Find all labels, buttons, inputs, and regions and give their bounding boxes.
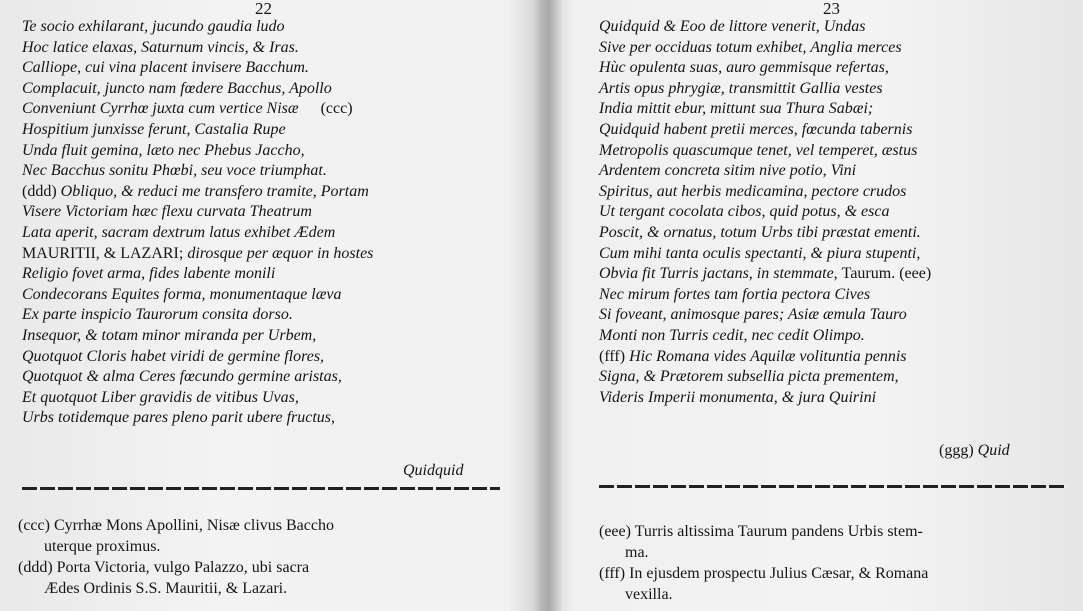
verse-line: Condecorans Equites forma, monumentaque læva [22, 285, 342, 303]
page-number-right: 23 [823, 0, 840, 18]
verse-line: Insequor, & totam minor miranda per Urbem, [22, 326, 317, 344]
footnote-marker-fff: (fff) [599, 347, 626, 365]
book-gutter [533, 0, 563, 611]
verse-line: Quotquot & alma Ceres fœcundo germine aristas, [22, 368, 342, 386]
verse-line: Signa, & Prætorem subsellia picta prementem, [599, 368, 899, 386]
verse-line: Videris Imperii monumenta, & jura Quirini [599, 388, 877, 406]
verse-line: Poscit, & ornatus, totum Urbs tibi præstat ementi. [599, 223, 921, 241]
verse-line: Spiritus, aut herbis medicamina, pectore crudos [599, 182, 907, 200]
verse-line: Quotquot Cloris habet viridi de germine flores, [22, 347, 325, 365]
footnote-line: Ædes Ordinis S.S. Mauritii, & Lazari. [44, 580, 288, 597]
verse-line: Ex parte inspicio Taurorum consita dorso. [22, 306, 293, 324]
verse-line-with-marker [22, 99, 512, 120]
footnotes-left [18, 515, 523, 599]
verse-line: Visere Victoriam hæc flexu curvata Theatrum [22, 203, 312, 221]
verse-line: Ut tergant cocolata cibos, quid potus, & esca [599, 203, 890, 221]
catchword-right [939, 442, 1010, 460]
footnote-line: (ccc) Cyrrhæ Mons Apollini, Nisæ clivus Baccho [18, 517, 334, 534]
verse-line: Lata aperit, sacram dextrum latus exhibet Ædem [22, 223, 336, 241]
verse-line-caps [22, 244, 512, 265]
verse-line-with-marker [599, 347, 1069, 368]
catchword-text: Quid [977, 442, 1010, 459]
footnote-marker-ggg: (ggg) [939, 442, 974, 459]
verse-line: Nec Bacchus sonitu Phœbi, seu voce triumphat. [22, 162, 327, 180]
verse-line: Unda fluit gemina, læto nec Phebus Jaccho, [22, 141, 305, 159]
footnote-marker-eee: (eee) [899, 265, 932, 283]
verse-text: Conveniunt Cyrrhœ juxta cum vertice Nisæ [22, 100, 299, 118]
page-number-left: 22 [255, 0, 272, 18]
footnote-rule-right [599, 485, 1067, 488]
verse-line: Ardentem concreta sitim nive potio, Vini [599, 162, 857, 180]
footnote-line: ma. [625, 544, 649, 561]
verse-text: Obliquo, & reduci me transfero tramite, Portam [56, 182, 369, 200]
taurum-word: Taurum. [841, 265, 896, 283]
verse-line: Monti non Turris cedit, nec cedit Olimpo. [599, 326, 865, 344]
left-page [0, 0, 533, 611]
footnotes-right [599, 521, 1079, 605]
verse-line: Complacuit, juncto nam fœdere Bacchus, Apollo [22, 79, 332, 97]
verse-line: Te socio exhilarant, jucundo gaudia ludo [22, 18, 285, 35]
footnote-line: (fff) In ejusdem prospectu Julius Cæsar, & Romana [599, 565, 929, 582]
verse-text: Obvia fit Turris jactans, in stemmate, [599, 265, 838, 283]
verse-line: India mittit ebur, mittunt sua Thura Sabæi; [599, 100, 874, 118]
catchword-left: Quidquid [403, 462, 464, 479]
footnote-line: (eee) Turris altissima Taurum pandens Urbis stem- [599, 523, 923, 540]
verse-line: Religio fovet arma, fides labente monili [22, 265, 276, 283]
right-verse [599, 17, 1069, 408]
footnote-marker-ccc: (ccc) [320, 100, 353, 118]
verse-line-with-marker [22, 182, 512, 203]
verse-line-with-marker [599, 264, 1069, 285]
footnote-line: (ddd) Porta Victoria, vulgo Palazzo, ubi sacra [18, 559, 310, 576]
caps-names: MAURITII, & LAZARI; [22, 244, 184, 262]
left-verse [22, 17, 512, 429]
verse-line: Hoc latice elaxas, Saturnum vincis, & Iras. [22, 38, 299, 56]
footnote-line: vexilla. [625, 586, 673, 603]
verse-text: dirosque per æquor in hostes [183, 244, 374, 262]
verse-line: Hospitium junxisse ferunt, Castalia Rupe [22, 120, 286, 138]
verse-line: Calliope, cui vina placent invisere Bacchum. [22, 59, 309, 77]
verse-line: Artis opus phrygiæ, transmittit Gallia vestes [599, 79, 883, 97]
verse-line: Urbs totidemque pares pleno parit ubere fructus, [22, 409, 336, 427]
verse-text: Hic Romana vides Aquilæ volituntia pennis [629, 347, 907, 365]
verse-line: Hùc opulenta suas, auro gemmisque refertas, [599, 59, 889, 77]
verse-line: Et quotquot Liber gravidis de vitibus Uvas, [22, 388, 299, 406]
footnote-rule-left [22, 487, 500, 490]
verse-line: Metropolis quascumque tenet, vel temperet, æstus [599, 141, 918, 159]
verse-line: Sive per occiduas totum exhibet, Anglia merces [599, 38, 902, 56]
verse-line: Quidquid & Eoo de littore venerit, Undas [599, 18, 866, 35]
verse-line: Cum mihi tanta oculis spectanti, & piura stupenti, [599, 244, 921, 262]
verse-line: Nec mirum fortes tam fortia pectora Cives [599, 285, 871, 303]
verse-line: Quidquid habent pretii merces, fœcunda tabernis [599, 120, 913, 138]
footnote-marker-ddd: (ddd) [22, 182, 57, 200]
verse-line: Si foveant, animosque pares; Asiæ æmula Tauro [599, 306, 907, 324]
right-page [563, 0, 1083, 611]
footnote-line: uterque proximus. [44, 538, 161, 555]
